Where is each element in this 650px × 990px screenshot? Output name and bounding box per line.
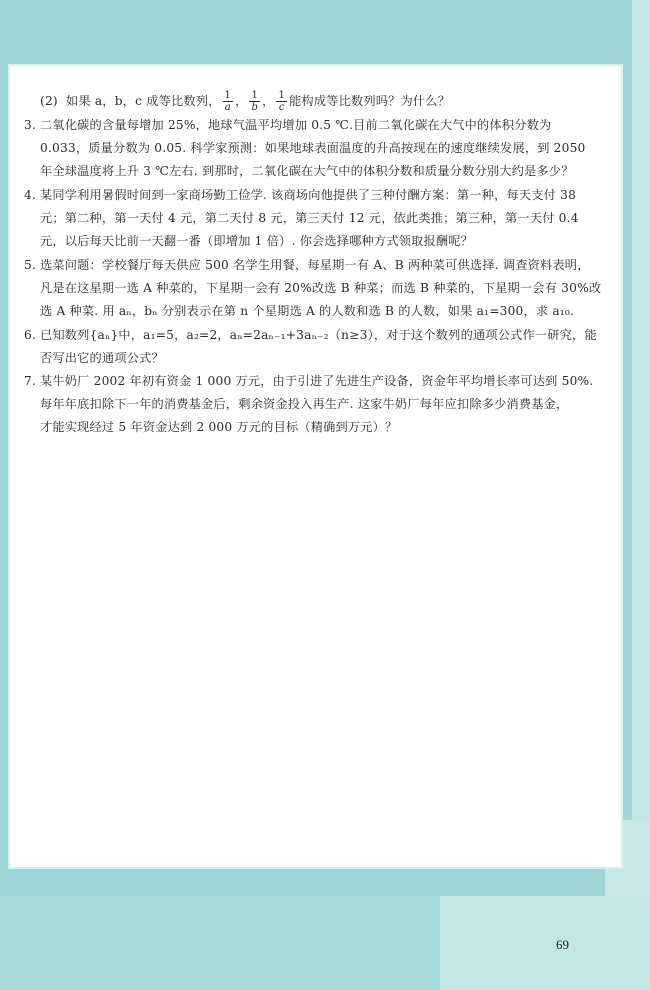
exercise-text: [40, 184, 600, 254]
exercise-number: 5.: [24, 258, 37, 272]
question-text-b: 能构成等比数列吗？为什么？: [289, 94, 451, 108]
exercise-line: 某同学利用暑假时间到一家商场勤工俭学. 该商场向他提供了三种付酬方案：第一种，每天支付 38: [40, 188, 577, 202]
exercise-text: [40, 324, 600, 370]
exercise-text: [40, 254, 600, 324]
exercise-line: 凡是在这星期一选 A 种菜的，下星期一会有 20%改选 B 种菜；而选 B 种菜的，下星期一会有 30%改: [40, 281, 602, 296]
exercise-text: [40, 114, 600, 184]
exercise-line: 某牛奶厂 2002 年初有资金 1 000 万元，由于引进了先进生产设备，资金年平均增长率可达到 50%.: [40, 374, 594, 388]
exercise-line: 元，以后每天比前一天翻一番（即增加 1 倍）. 你会选择哪种方式领取报酬呢？: [40, 234, 474, 249]
fraction-numerator: 1: [224, 90, 232, 101]
fraction-1-over-b: [249, 90, 260, 113]
background-band-bottom-left: [0, 896, 440, 990]
separator: ，: [262, 94, 275, 108]
exercise-line: 才能实现经过 5 年资金达到 2 000 万元的目标（精确到万元）？: [40, 420, 398, 435]
exercise-number: 3.: [24, 118, 37, 132]
exercise-number: 4.: [24, 188, 37, 202]
exercise-number: 6.: [24, 328, 37, 342]
separator: ，: [235, 94, 248, 108]
exercise-line: 每年年底扣除下一年的消费基金后，剩余资金投入再生产. 这家牛奶厂每年应扣除多少消费基金，: [40, 397, 569, 412]
exercise-line: 0.033，质量分数为 0.05. 科学家预测：如果地球表面温度的升高按现在的速度继续发展，到 2050: [40, 141, 586, 156]
exercise-line: 元；第二种，第一天付 4 元，第二天付 8 元，第三天付 12 元，依此类推；第三种，第一天付 0.4: [40, 211, 579, 226]
fraction-denominator: c: [278, 102, 285, 113]
exercise-number: 7.: [24, 374, 37, 388]
exercise-line: 否写出它的通项公式？: [40, 351, 164, 366]
exercise-sheet: [8, 64, 623, 869]
question-text-a: 如果 a，b，c 成等比数列，: [66, 94, 221, 108]
exercise-line: 选菜问题：学校餐厅每天供应 500 名学生用餐，每星期一有 A、B 两种菜可供选择. 调查资料表明，: [40, 258, 590, 272]
exercise-line: 选 A 种菜. 用 aₙ，bₙ 分别表示在第 n 个星期选 A 的人数和选 B 的人数，如果 a₁=300，求 a₁₀.: [40, 304, 575, 319]
fraction-1-over-a: [223, 90, 234, 113]
exercise-text: [40, 370, 600, 440]
fraction-1-over-c: [276, 90, 287, 113]
exercise-line: 已知数列{aₙ}中，a₁=5，a₂=2，aₙ=2aₙ₋₁+3aₙ₋₂（n≥3），对于这个数列的通项公式作一研究，能: [40, 328, 597, 342]
fraction-denominator: a: [224, 102, 231, 113]
exercise-number: (2): [40, 94, 58, 108]
exercise-line: 二氧化碳的含量每增加 25%，地球气温平均增加 0.5 ℃.目前二氧化碳在大气中的体积分数为: [40, 118, 552, 132]
fraction-numerator: 1: [278, 90, 286, 101]
exercise-text: [66, 90, 626, 113]
page-number: 69: [556, 937, 569, 952]
fraction-denominator: b: [251, 102, 259, 113]
fraction-numerator: 1: [249, 90, 260, 102]
exercise-line: 年全球温度将上升 3 ℃左右. 到那时，二氧化碳在大气中的体积分数和质量分数分别大约是多少？: [40, 164, 574, 179]
